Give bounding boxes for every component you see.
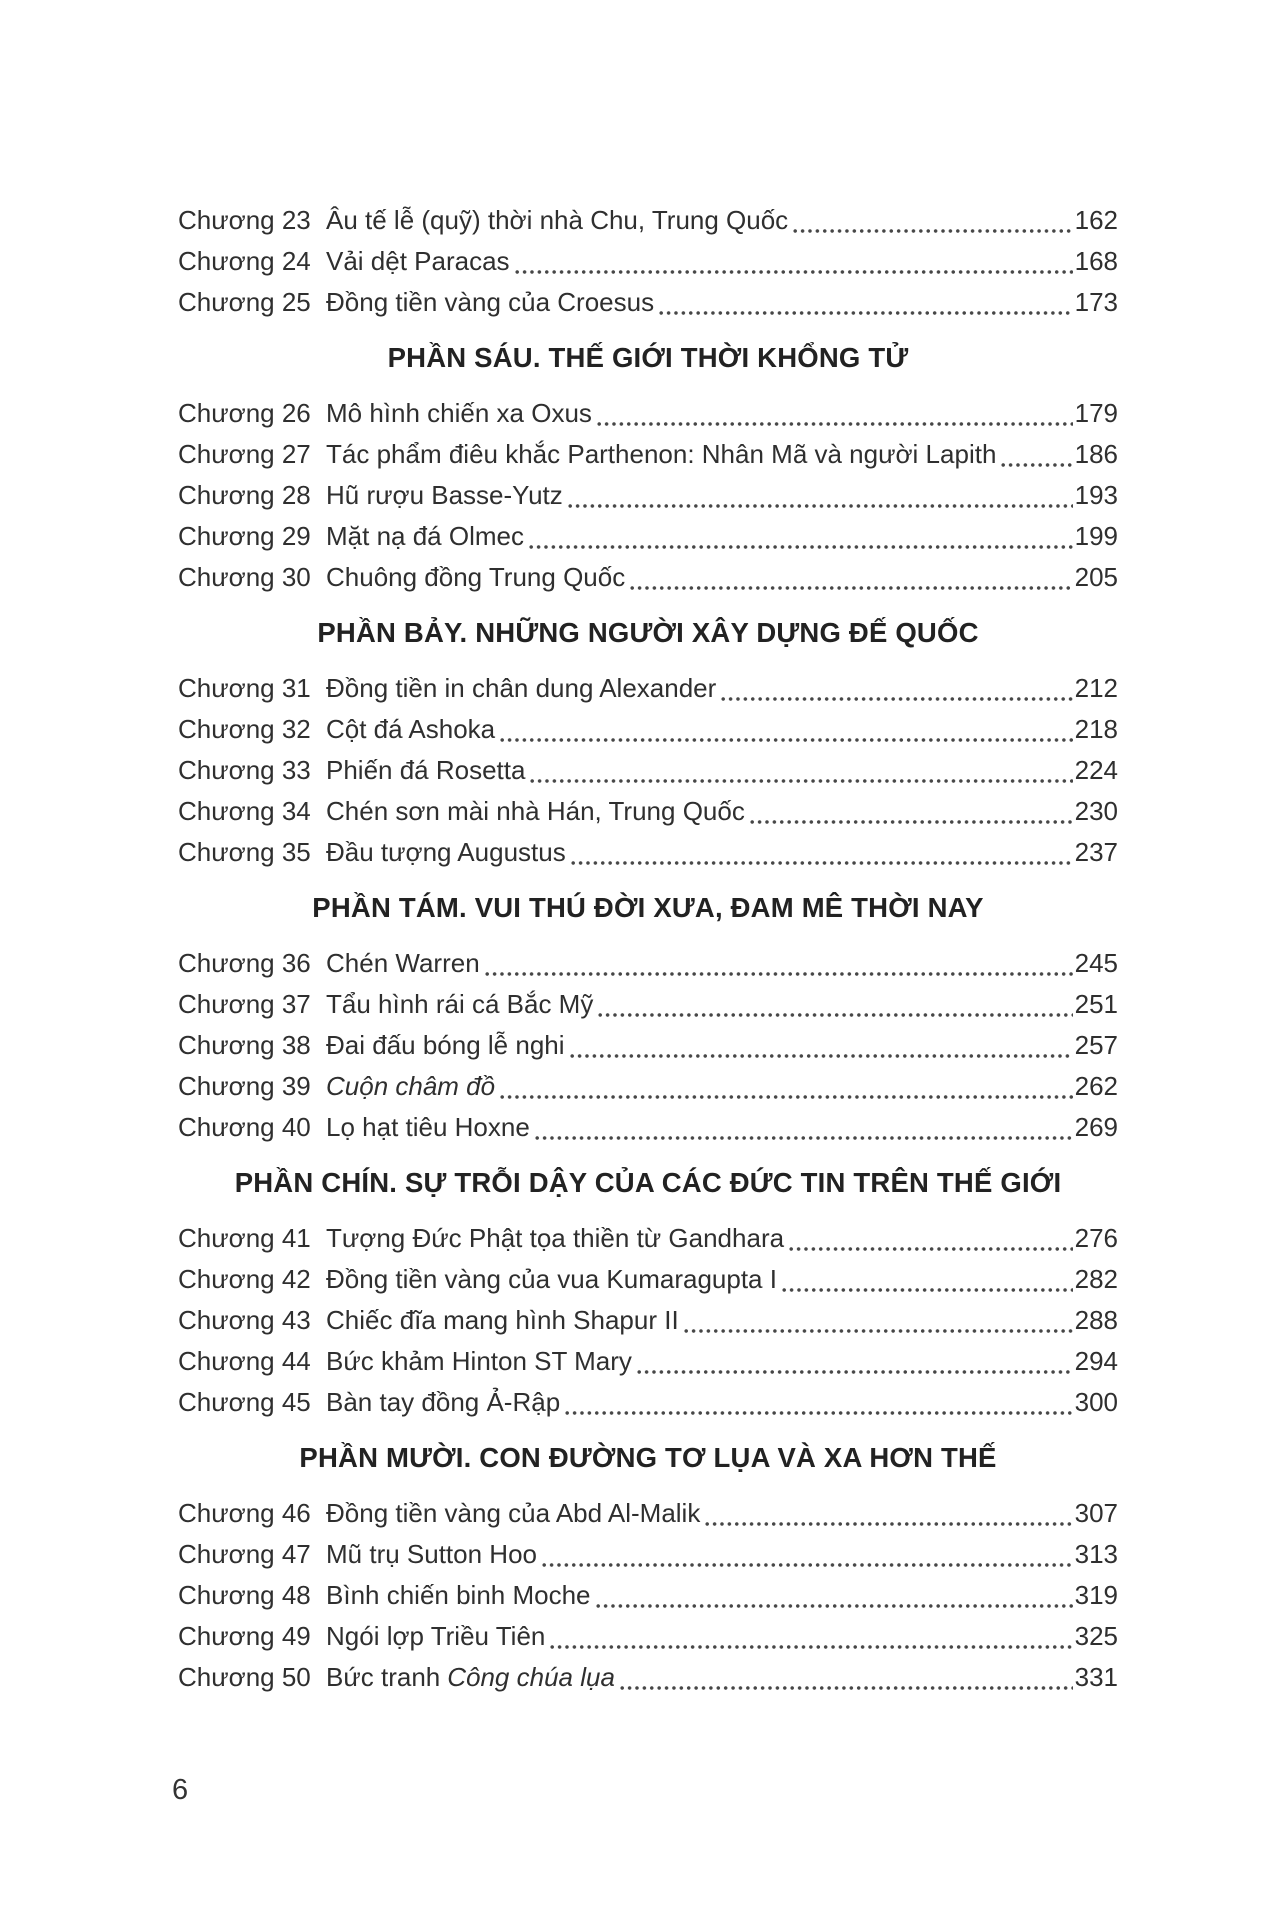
chapter-title: Đai đấu bóng lễ nghi <box>326 1030 565 1060</box>
chapter-page-number: 237 <box>1074 837 1118 867</box>
chapter-title: Ngói lợp Triều Tiên <box>326 1621 546 1651</box>
chapter-title-prefix: Bức tranh <box>326 1662 441 1692</box>
chapter-title: Bức khảm Hinton ST Mary <box>326 1346 632 1376</box>
chapter-page-number: 245 <box>1074 948 1118 978</box>
dot-leader <box>637 1369 1073 1375</box>
toc-row <box>178 1259 1118 1300</box>
dot-leader <box>597 421 1073 427</box>
chapter-label: Chương 49 <box>178 1621 311 1651</box>
chapter-label: Chương 24 <box>178 246 311 276</box>
chapter-label: Chương 23 <box>178 205 311 235</box>
chapter-label: Chương 39 <box>178 1071 311 1101</box>
chapter-page-number: 218 <box>1074 714 1118 744</box>
toc-row <box>178 200 1118 241</box>
toc-row <box>178 943 1118 984</box>
dot-leader <box>570 1053 1073 1059</box>
chapter-title: Tác phẩm điêu khắc Parthenon: Nhân Mã và người Lapith <box>326 439 997 469</box>
dot-leader <box>705 1521 1072 1527</box>
dot-leader <box>598 1012 1072 1018</box>
chapter-title: Lọ hạt tiêu Hoxne <box>326 1112 530 1142</box>
dot-leader <box>782 1287 1073 1293</box>
toc-row <box>178 393 1118 434</box>
chapter-title: Phiến đá Rosetta <box>326 755 526 785</box>
chapter-label: Chương 43 <box>178 1305 311 1335</box>
dot-leader <box>630 585 1072 591</box>
chapter-title: Âu tế lễ (quỹ) thời nhà Chu, Trung Quốc <box>326 205 789 235</box>
chapter-page-number: 251 <box>1074 989 1118 1019</box>
toc-row <box>178 1300 1118 1341</box>
dot-leader <box>568 503 1073 509</box>
chapter-label: Chương 31 <box>178 673 311 703</box>
chapter-label: Chương 47 <box>178 1539 311 1569</box>
chapter-label: Chương 40 <box>178 1112 311 1142</box>
section-header: PHẦN BẢY. NHỮNG NGƯỜI XÂY DỰNG ĐẾ QUỐC <box>317 617 979 648</box>
dot-leader <box>620 1685 1073 1691</box>
chapter-label: Chương 32 <box>178 714 311 744</box>
chapter-label: Chương 45 <box>178 1387 311 1417</box>
chapter-page-number: 173 <box>1074 287 1118 317</box>
toc-row <box>178 434 1118 475</box>
chapter-page-number: 276 <box>1074 1223 1118 1253</box>
chapter-label: Chương 50 <box>178 1662 311 1692</box>
dot-leader <box>550 1644 1072 1650</box>
chapter-title: Chiếc đĩa mang hình Shapur II <box>326 1305 679 1335</box>
chapter-title: Đồng tiền vàng của vua Kumaragupta I <box>326 1264 777 1294</box>
toc-row <box>178 557 1118 598</box>
dot-leader <box>529 544 1073 550</box>
chapter-title: Cuộn châm đồ <box>326 1071 496 1101</box>
chapter-page-number: 212 <box>1074 673 1118 703</box>
chapter-page-number: 331 <box>1074 1662 1118 1692</box>
chapter-label: Chương 29 <box>178 521 311 551</box>
toc-row <box>178 516 1118 557</box>
toc-row <box>178 1025 1118 1066</box>
chapter-label: Chương 34 <box>178 796 311 826</box>
chapter-title: Đồng tiền vàng của Abd Al-Malik <box>326 1498 701 1528</box>
chapter-label: Chương 30 <box>178 562 311 592</box>
dot-leader <box>1001 462 1072 468</box>
chapter-label: Chương 37 <box>178 989 311 1019</box>
toc-row <box>178 1616 1118 1657</box>
chapter-page-number: 288 <box>1074 1305 1118 1335</box>
chapter-page-number: 294 <box>1074 1346 1118 1376</box>
toc-row <box>178 475 1118 516</box>
toc-row <box>178 750 1118 791</box>
toc-row <box>178 668 1118 709</box>
chapter-page-number: 205 <box>1074 562 1118 592</box>
toc-row <box>178 984 1118 1025</box>
chapter-page-number: 168 <box>1074 246 1118 276</box>
chapter-page-number: 262 <box>1074 1071 1118 1101</box>
toc-row <box>178 1493 1118 1534</box>
dot-leader <box>500 737 1072 743</box>
dot-leader <box>515 269 1073 275</box>
dot-leader <box>542 1562 1073 1568</box>
chapter-page-number: 186 <box>1074 439 1118 469</box>
toc-row <box>178 241 1118 282</box>
dot-leader <box>565 1410 1072 1416</box>
chapter-page-number: 325 <box>1074 1621 1118 1651</box>
chapter-label: Chương 33 <box>178 755 311 785</box>
chapter-label: Chương 42 <box>178 1264 311 1294</box>
dot-leader <box>659 310 1073 316</box>
footer-page-number: 6 <box>172 1774 189 1806</box>
chapter-page-number: 230 <box>1074 796 1118 826</box>
chapter-label: Chương 27 <box>178 439 311 469</box>
chapter-page-number: 269 <box>1074 1112 1118 1142</box>
chapter-title: Mô hình chiến xa Oxus <box>326 398 592 428</box>
chapter-title: Bình chiến binh Moche <box>326 1580 591 1610</box>
chapter-label: Chương 38 <box>178 1030 311 1060</box>
section-header: PHẦN TÁM. VUI THÚ ĐỜI XƯA, ĐAM MÊ THỜI NAY <box>312 892 984 923</box>
dot-leader <box>535 1135 1073 1141</box>
chapter-label: Chương 44 <box>178 1346 311 1376</box>
dot-leader <box>485 971 1073 977</box>
dot-leader <box>571 860 1073 866</box>
toc-row <box>178 282 1118 323</box>
chapter-page-number: 162 <box>1074 205 1118 235</box>
chapter-title: Tẩu hình rái cá Bắc Mỹ <box>326 989 594 1019</box>
dot-leader <box>793 228 1072 234</box>
chapter-page-number: 193 <box>1074 480 1118 510</box>
toc-row <box>178 1341 1118 1382</box>
dot-leader <box>500 1094 1073 1100</box>
toc-row <box>178 791 1118 832</box>
chapter-title: Chuông đồng Trung Quốc <box>326 562 626 592</box>
chapter-page-number: 224 <box>1074 755 1118 785</box>
toc-row <box>178 1107 1118 1148</box>
dot-leader <box>684 1328 1073 1334</box>
chapter-label: Chương 36 <box>178 948 311 978</box>
toc-content <box>178 200 1118 1698</box>
dot-leader <box>596 1603 1073 1609</box>
chapter-title: Vải dệt Paracas <box>326 246 510 276</box>
chapter-title: Hũ rượu Basse-Yutz <box>326 480 563 510</box>
chapter-title: Đầu tượng Augustus <box>326 837 566 867</box>
chapter-title: Đồng tiền in chân dung Alexander <box>326 673 717 703</box>
toc-row <box>178 1382 1118 1423</box>
toc-row <box>178 1218 1118 1259</box>
chapter-page-number: 319 <box>1074 1580 1118 1610</box>
chapter-page-number: 199 <box>1074 521 1118 551</box>
chapter-title: Đồng tiền vàng của Croesus <box>326 287 655 317</box>
chapter-title: Bàn tay đồng Ả-Rập <box>326 1387 561 1417</box>
chapter-page-number: 282 <box>1074 1264 1118 1294</box>
chapter-page-number: 307 <box>1074 1498 1118 1528</box>
chapter-title: Cột đá Ashoka <box>326 714 496 744</box>
chapter-label: Chương 28 <box>178 480 311 510</box>
chapter-label: Chương 35 <box>178 837 311 867</box>
toc-row <box>178 1066 1118 1107</box>
dot-leader <box>530 778 1072 784</box>
chapter-title: Mặt nạ đá Olmec <box>326 521 524 551</box>
chapter-title: Chén sơn mài nhà Hán, Trung Quốc <box>326 796 745 826</box>
section-header: PHẦN CHÍN. SỰ TRỖI DẬY CỦA CÁC ĐỨC TIN TRÊN THẾ GIỚI <box>234 1167 1062 1198</box>
chapter-page-number: 257 <box>1074 1030 1118 1060</box>
chapter-label: Chương 46 <box>178 1498 311 1528</box>
dot-leader <box>721 696 1072 702</box>
dot-leader <box>750 819 1073 825</box>
chapter-label: Chương 26 <box>178 398 311 428</box>
dot-leader <box>789 1246 1073 1252</box>
chapter-label: Chương 48 <box>178 1580 311 1610</box>
toc-row <box>178 1575 1118 1616</box>
toc-row <box>178 709 1118 750</box>
chapter-label: Chương 41 <box>178 1223 311 1253</box>
toc-row <box>178 1657 1118 1698</box>
section-header: PHẦN MƯỜI. CON ĐƯỜNG TƠ LỤA VÀ XA HƠN THẾ <box>299 1442 997 1473</box>
chapter-page-number: 179 <box>1074 398 1118 428</box>
chapter-title: Mũ trụ Sutton Hoo <box>326 1539 537 1569</box>
chapter-title: Chén Warren <box>326 948 480 978</box>
chapter-label: Chương 25 <box>178 287 311 317</box>
section-header: PHẦN SÁU. THẾ GIỚI THỜI KHỔNG TỬ <box>387 342 909 373</box>
chapter-page-number: 313 <box>1074 1539 1118 1569</box>
chapter-title: Tượng Đức Phật tọa thiền từ Gandhara <box>326 1223 785 1253</box>
chapter-page-number: 300 <box>1074 1387 1118 1417</box>
toc-row <box>178 1534 1118 1575</box>
chapter-title-italic: Công chúa lụa <box>447 1662 615 1692</box>
toc-row <box>178 832 1118 873</box>
